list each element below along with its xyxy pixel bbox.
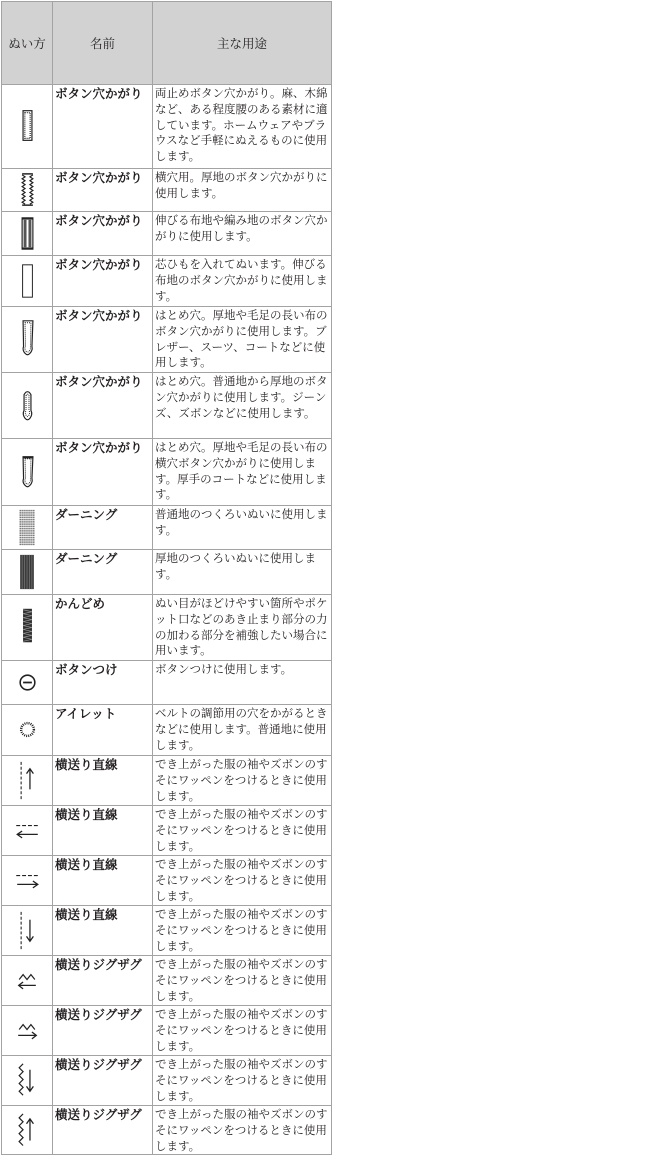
table-row [2,756,332,806]
stitch-use: 普通地のつくろいぬいに使用します。 [153,506,332,550]
stitch-cell [2,906,53,956]
buttonhole-corded-icon [2,256,53,306]
stitch-cell [2,856,53,906]
table-row [2,550,332,595]
stitch-cell [2,439,53,506]
darning-light-icon [2,506,53,549]
table-row [2,439,332,506]
stitch-cell [2,550,53,595]
zigzag-left-arrow-icon [2,956,53,1005]
table-row [2,256,332,307]
stitch-cell [2,212,53,256]
stitch-use: 伸びる布地や編み地のボタン穴かがりに使用します。 [153,212,332,256]
stitch-name: ボタン穴かがり [53,212,153,256]
buttonhole-stretch-icon [2,212,53,255]
stitch-name: 横送りジグザグ [53,956,153,1006]
stitch-use: 芯ひもを入れてぬいます。伸びる布地のボタン穴かがりに使用します。 [153,256,332,307]
straight-right-arrow-icon [2,856,53,905]
table-row [2,705,332,756]
table-row [2,212,332,256]
stitch-use: ぬい目がほどけやすい箇所やポケット口などのあき止まり部分の力の加わる部分を補強したい場合に用います。 [153,595,332,661]
stitch-use: でき上がった服の袖やズボンのすそにワッペンをつけるときに使用します。 [153,956,332,1006]
zigzag-up-arrow-icon [2,1106,53,1154]
stitch-name: かんどめ [53,595,153,661]
table-row [2,85,332,169]
stitch-name: 横送りジグザグ [53,1006,153,1056]
table-row [2,906,332,956]
stitch-name: 横送り直線 [53,806,153,856]
stitch-name: 横送り直線 [53,756,153,806]
buttonhole-rect-icon [2,85,53,168]
button-sewing-icon [2,661,53,704]
stitch-cell [2,85,53,169]
table-header-row [2,2,332,85]
stitch-name: 横送り直線 [53,856,153,906]
keyhole-round-buttonhole-icon [2,373,53,438]
stitch-use: 両止めボタン穴かがり。麻、木綿など、ある程度腰のある素材に適しています。ホームウェアやブラウスなど手軽にぬえるものに使用します。 [153,85,332,169]
stitch-table [1,1,332,1155]
stitch-cell [2,1006,53,1056]
stitch-use: でき上がった服の袖やズボンのすそにワッペンをつけるときに使用します。 [153,806,332,856]
stitch-use: 横穴用。厚地のボタン穴かがりに使用します。 [153,169,332,212]
stitch-cell [2,1056,53,1106]
stitch-name: ボタン穴かがり [53,169,153,212]
stitch-name: ボタン穴かがり [53,373,153,439]
zigzag-down-arrow-icon [2,1056,53,1105]
darning-heavy-icon [2,550,53,594]
table-row [2,1106,332,1155]
straight-left-arrow-icon [2,806,53,855]
stitch-use: でき上がった服の袖やズボンのすそにワッペンをつけるときに使用します。 [153,856,332,906]
stitch-name: 横送り直線 [53,906,153,956]
stitch-use: ベルトの調節用の穴をかがるときなどに使用します。普通地に使用します。 [153,705,332,756]
stitch-cell [2,705,53,756]
stitch-cell [2,661,53,705]
zigzag-right-arrow-icon [2,1006,53,1055]
stitch-cell [2,756,53,806]
stitch-use: でき上がった服の袖やズボンのすそにワッペンをつけるときに使用します。 [153,1106,332,1155]
stitch-name: ボタン穴かがり [53,307,153,373]
stitch-cell [2,169,53,212]
stitch-name: 横送りジグザグ [53,1106,153,1155]
stitch-use: ボタンつけに使用します。 [153,661,332,705]
table-row [2,1006,332,1056]
stitch-name: アイレット [53,705,153,756]
stitch-cell [2,595,53,661]
keyhole-horizontal-buttonhole-icon [2,439,53,505]
table-row [2,661,332,705]
eyelet-icon [2,705,53,755]
stitch-cell [2,256,53,307]
table-row [2,856,332,906]
stitch-name: ボタン穴かがり [53,439,153,506]
straight-down-arrow-icon [2,906,53,955]
table-row [2,595,332,661]
stitch-name: ダーニング [53,506,153,550]
stitch-cell [2,307,53,373]
table-row [2,1056,332,1106]
buttonhole-zigzag-icon [2,169,53,211]
stitch-cell [2,1106,53,1155]
header-name: 名前 [53,2,153,85]
table-row [2,169,332,212]
stitch-use: はとめ穴。厚地や毛足の長い布のボタン穴かがりに使用します。ブレザー、スーツ、コートなどに使用します。 [153,307,332,373]
table-row [2,373,332,439]
table-row [2,806,332,856]
stitch-name: ボタンつけ [53,661,153,705]
table-row [2,307,332,373]
stitch-cell [2,956,53,1006]
header-use: 主な用途 [153,2,332,85]
stitch-cell [2,506,53,550]
keyhole-buttonhole-icon [2,307,53,372]
stitch-cell [2,373,53,439]
stitch-name: ボタン穴かがり [53,256,153,307]
stitch-name: ボタン穴かがり [53,85,153,169]
stitch-use: でき上がった服の袖やズボンのすそにワッペンをつけるときに使用します。 [153,1006,332,1056]
stitch-name: 横送りジグザグ [53,1056,153,1106]
header-stitch: ぬい方 [2,2,53,85]
stitch-use: はとめ穴。普通地から厚地のボタン穴かがりに使用します。ジーンズ、ズボンなどに使用します。 [153,373,332,439]
stitch-use: でき上がった服の袖やズボンのすそにワッペンをつけるときに使用します。 [153,1056,332,1106]
straight-up-arrow-icon [2,756,53,805]
stitch-cell [2,806,53,856]
stitch-name: ダーニング [53,550,153,595]
stitch-use: はとめ穴。厚地や毛足の長い布の横穴ボタン穴かがりに使用します。厚手のコートなどに使用します。 [153,439,332,506]
table-row [2,956,332,1006]
stitch-use: 厚地のつくろいぬいに使用します。 [153,550,332,595]
stitch-use: でき上がった服の袖やズボンのすそにワッペンをつけるときに使用します。 [153,906,332,956]
stitch-use: でき上がった服の袖やズボンのすそにワッペンをつけるときに使用します。 [153,756,332,806]
bartack-icon [2,595,53,660]
table-row [2,506,332,550]
